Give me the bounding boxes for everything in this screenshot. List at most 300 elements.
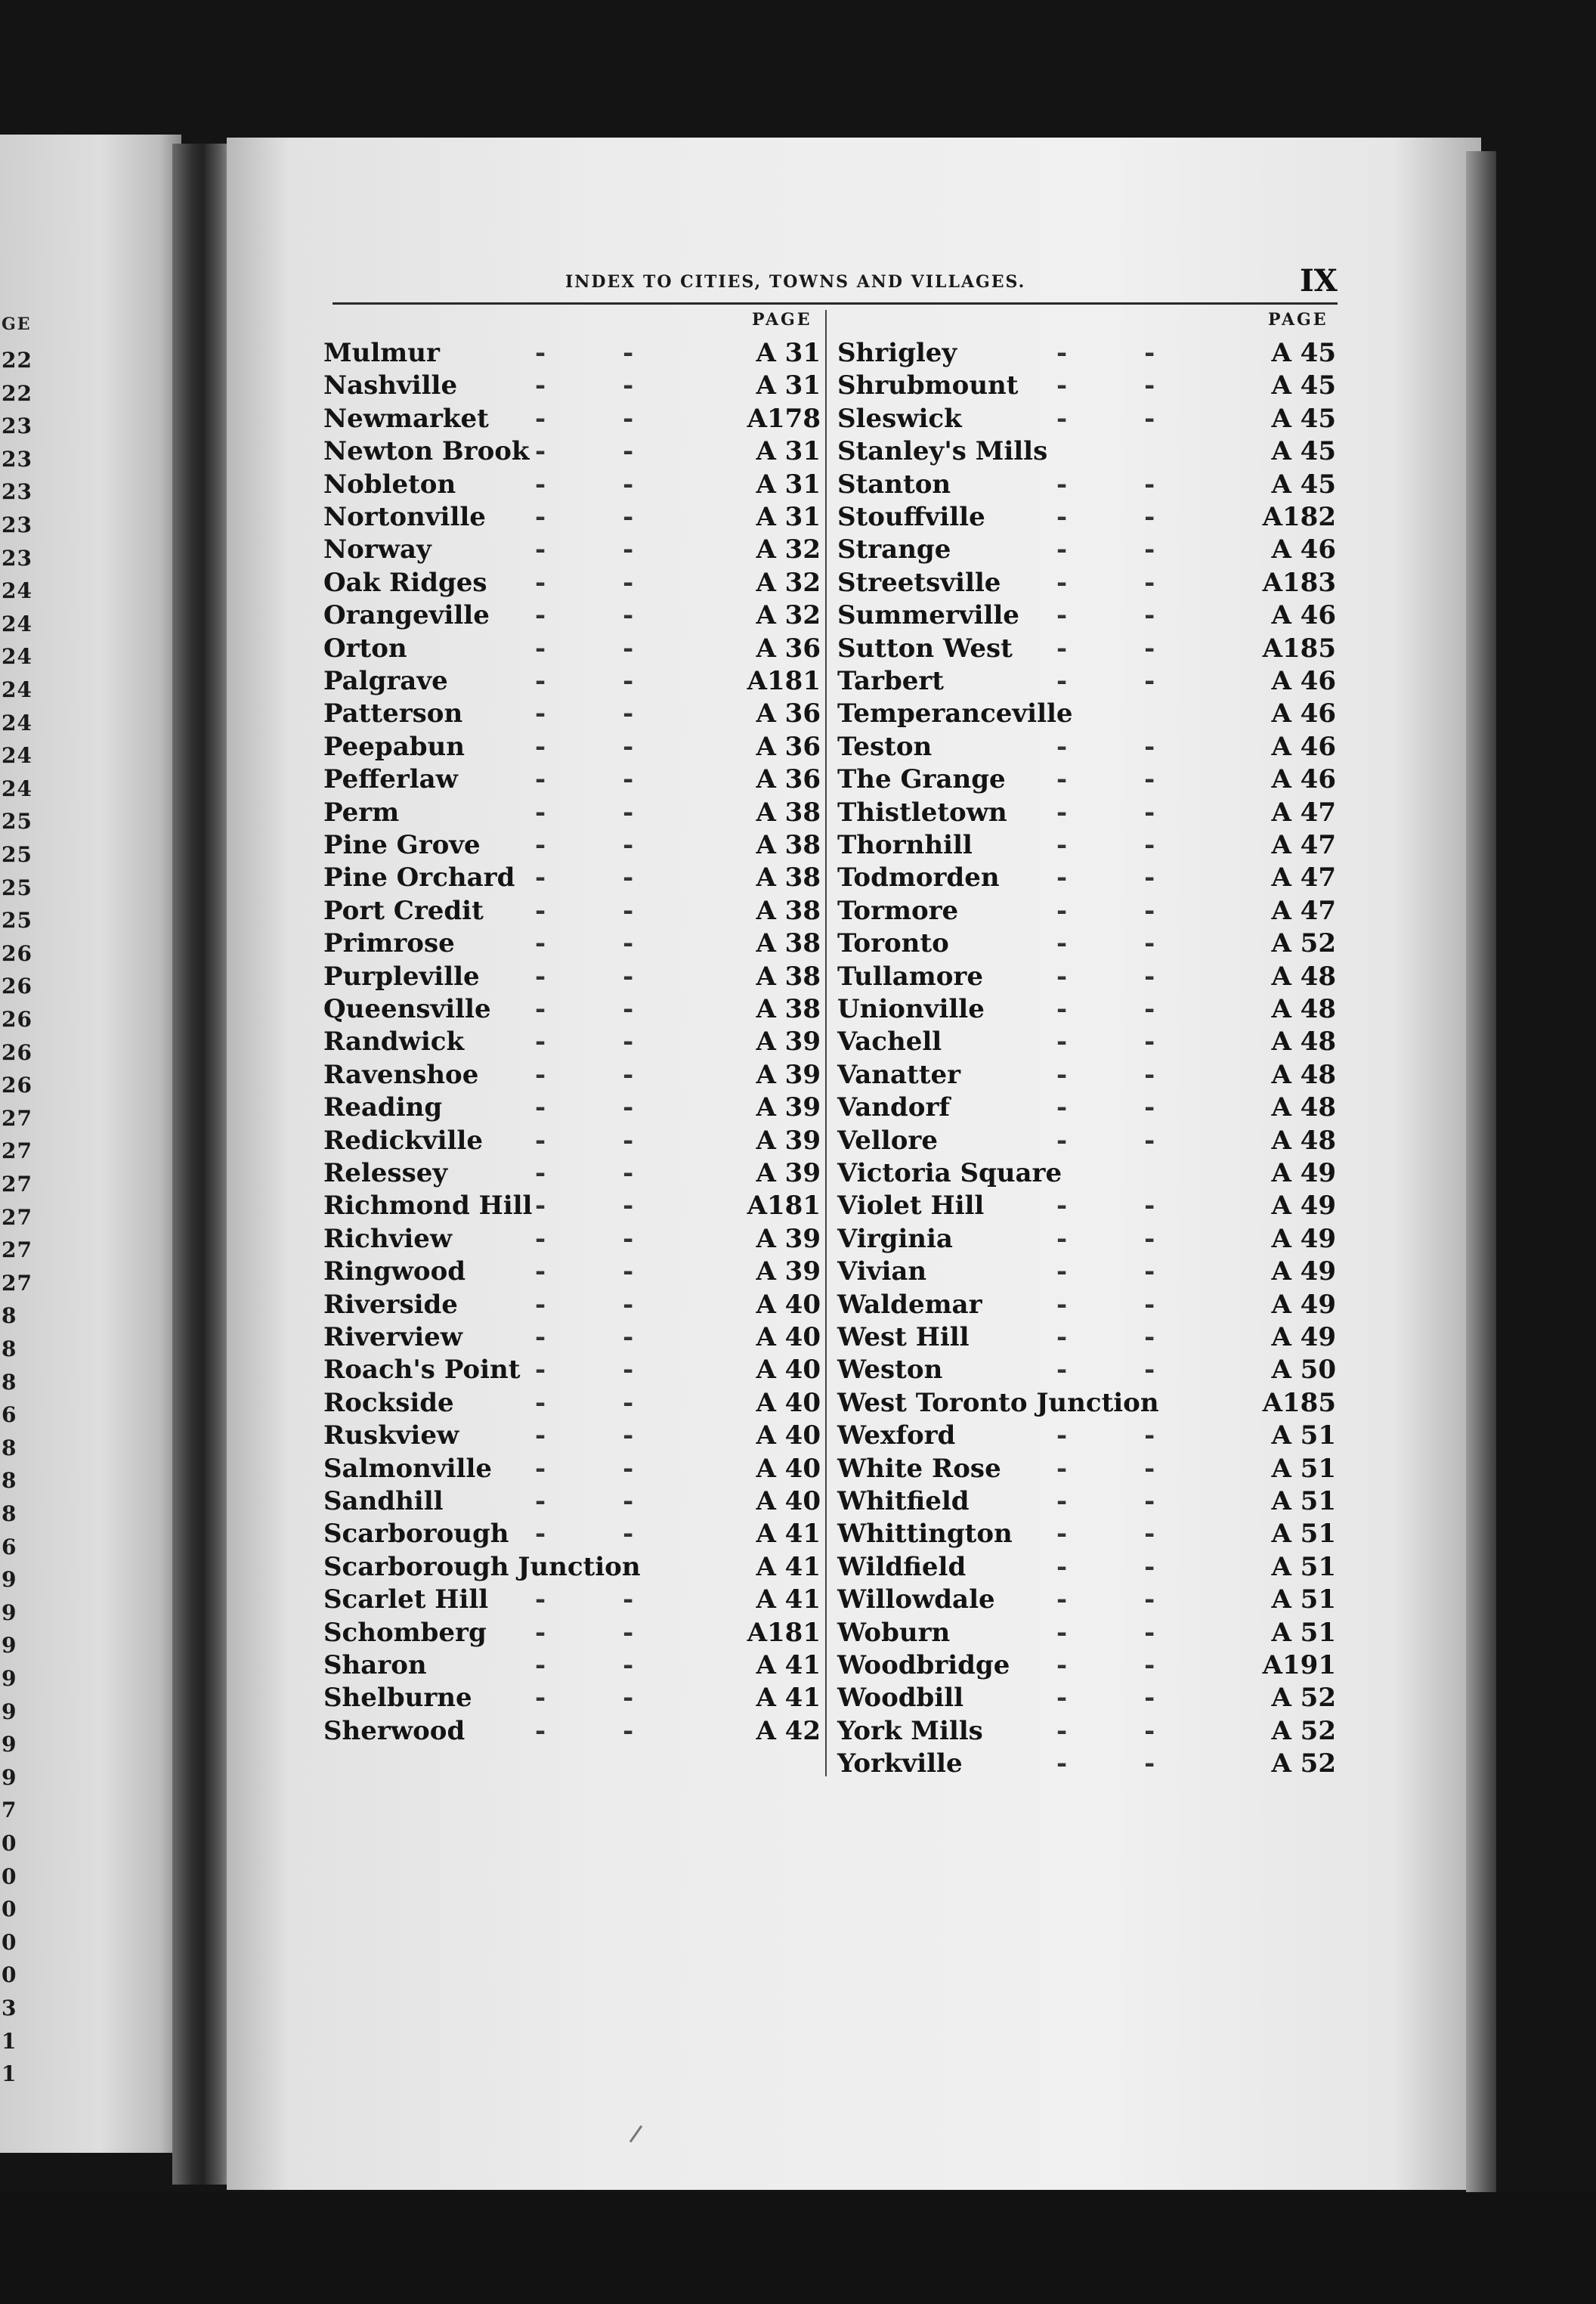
page-reference: A 32 <box>756 567 821 598</box>
page-reference: A 39 <box>756 1027 821 1058</box>
leader-dashes: - - <box>535 1125 634 1156</box>
index-entry <box>837 698 1344 729</box>
page-reference: A 49 <box>1271 1223 1336 1254</box>
leader-dashes: - - <box>535 1256 634 1287</box>
index-entry <box>323 1224 828 1254</box>
page-reference: A 39 <box>756 1059 821 1090</box>
place-name: Oak Ridges <box>323 567 487 598</box>
page-reference: A 45 <box>1271 370 1336 401</box>
left-page-number: 23 <box>2 545 32 571</box>
page-reference: A 45 <box>1271 436 1336 467</box>
page-reference: A 39 <box>756 1092 821 1123</box>
left-page-header: GE <box>2 314 32 334</box>
place-name: Thistletown <box>837 797 1007 828</box>
place-name: Richview <box>323 1223 453 1254</box>
leader-dashes: - - <box>1056 534 1155 565</box>
place-name: Tormore <box>837 895 959 926</box>
index-entry <box>323 1650 828 1680</box>
page-reference: A 31 <box>756 338 821 368</box>
place-name: Summerville <box>837 600 1019 631</box>
index-entry <box>323 862 828 893</box>
place-name: Vandorf <box>837 1092 950 1123</box>
place-name: Virginia <box>837 1223 953 1254</box>
index-entry <box>323 994 828 1024</box>
left-page-number: 23 <box>2 413 32 439</box>
leader-dashes: - - <box>1056 731 1155 762</box>
index-entry <box>323 1552 828 1582</box>
place-name: Weston <box>837 1355 943 1386</box>
leader-dashes: - - <box>1056 1027 1155 1058</box>
index-entry <box>837 1388 1344 1418</box>
index-entry <box>323 1355 828 1385</box>
index-entry <box>837 370 1344 401</box>
leader-dashes: - - <box>1056 1420 1155 1451</box>
leader-dashes: - - <box>1056 1322 1155 1352</box>
place-name: Roach's Point <box>323 1355 521 1386</box>
place-name: Toronto <box>837 928 949 959</box>
page-reference: A 38 <box>756 928 821 959</box>
leader-dashes: - - <box>535 1715 634 1746</box>
place-name: Ringwood <box>323 1256 466 1287</box>
place-name: Scarborough Junction <box>323 1551 641 1582</box>
place-name: Unionville <box>837 994 985 1024</box>
page-reference: A 48 <box>1271 961 1336 992</box>
page-reference: A 39 <box>756 1125 821 1156</box>
leader-dashes: - - <box>535 1486 634 1516</box>
page-reference: A 31 <box>756 370 821 401</box>
page-reference: A 38 <box>756 797 821 828</box>
index-entry <box>837 1584 1344 1615</box>
left-page-number: 24 <box>2 710 32 735</box>
leader-dashes: - - <box>1056 403 1155 434</box>
place-name: Orangeville <box>323 600 490 631</box>
page-reference: A 31 <box>756 469 821 500</box>
index-entry <box>837 896 1344 926</box>
index-entry <box>323 1618 828 1648</box>
place-name: Woburn <box>837 1617 951 1648</box>
leader-dashes: - - <box>535 961 634 992</box>
place-name: Scarborough <box>323 1519 509 1550</box>
index-entry <box>323 962 828 992</box>
leader-dashes: - - <box>1056 1748 1155 1779</box>
leader-dashes: - - <box>1056 1617 1155 1648</box>
page-reference: A 31 <box>756 436 821 467</box>
index-entry <box>837 1650 1344 1680</box>
page-reference: A 48 <box>1271 994 1336 1024</box>
leader-dashes: - - <box>535 994 634 1024</box>
left-page-number: 23 <box>2 446 32 472</box>
page-reference: A 47 <box>1271 797 1336 828</box>
page-reference: A178 <box>747 403 821 434</box>
leader-dashes: - - <box>1056 666 1155 696</box>
page-reference: A 51 <box>1271 1420 1336 1451</box>
leader-dashes: - - <box>1056 1223 1155 1254</box>
page-reference: A181 <box>747 1617 821 1648</box>
scan-border <box>0 2192 1596 2304</box>
index-entry <box>323 1256 828 1287</box>
index-entry <box>837 1355 1344 1385</box>
place-name: Pine Orchard <box>323 862 515 893</box>
left-page-number: 8 <box>2 1336 17 1361</box>
place-name: Mulmur <box>323 338 440 368</box>
left-page-number: 27 <box>2 1138 32 1164</box>
index-entry <box>323 1716 828 1746</box>
leader-dashes: - - <box>535 1453 634 1484</box>
page-reference: A 51 <box>1271 1617 1336 1648</box>
index-entry <box>837 732 1344 762</box>
place-name: Vivian <box>837 1256 927 1287</box>
leader-dashes: - - <box>535 797 634 828</box>
leader-dashes: - - <box>535 1191 634 1222</box>
left-page-number: 27 <box>2 1105 32 1131</box>
leader-dashes: - - <box>535 1059 634 1090</box>
place-name: Sandhill <box>323 1486 444 1516</box>
index-entry <box>323 666 828 696</box>
page-reference: A 46 <box>1271 764 1336 795</box>
place-name: Purpleville <box>323 961 480 992</box>
place-name: Nobleton <box>323 469 456 500</box>
page-reference: A 45 <box>1271 403 1336 434</box>
left-page-number: 27 <box>2 1172 32 1197</box>
place-name: Riverview <box>323 1322 463 1352</box>
index-entry <box>837 600 1344 630</box>
place-name: Schomberg <box>323 1617 487 1648</box>
place-name: Sutton West <box>837 633 1013 664</box>
leader-dashes: - - <box>535 370 634 401</box>
left-page-number: 6 <box>2 1534 17 1559</box>
place-name: Norway <box>323 534 431 565</box>
right-column-page-header: PAGE <box>1268 310 1328 330</box>
leader-dashes: - - <box>535 895 634 926</box>
index-entry <box>323 404 828 434</box>
index-entry <box>837 469 1344 500</box>
left-page-number: 27 <box>2 1237 32 1263</box>
index-entry <box>837 1748 1344 1779</box>
page-reference: A 52 <box>1271 1683 1336 1714</box>
leader-dashes: - - <box>1056 961 1155 992</box>
place-name: Sherwood <box>323 1715 466 1746</box>
place-name: Wexford <box>837 1420 956 1451</box>
place-name: Thornhill <box>837 830 973 860</box>
place-name: Stanton <box>837 469 951 500</box>
index-entry <box>323 896 828 926</box>
page-title: INDEX TO CITIES, TOWNS AND VILLAGES. <box>565 272 1026 292</box>
leader-dashes: - - <box>1056 600 1155 631</box>
page-reference: A 38 <box>756 961 821 992</box>
page-edge-shadow <box>1466 151 1496 2192</box>
index-entry <box>837 1618 1344 1648</box>
left-page-number: 0 <box>2 1929 17 1955</box>
index-entry <box>323 1092 828 1123</box>
leader-dashes: - - <box>1056 862 1155 893</box>
index-entry <box>323 1158 828 1188</box>
left-page-number: 25 <box>2 875 32 900</box>
left-page-number: 9 <box>2 1599 17 1625</box>
place-name: Todmorden <box>837 862 1000 893</box>
leader-dashes: - - <box>535 600 634 631</box>
left-page-number: 24 <box>2 743 32 769</box>
left-page-number: 24 <box>2 644 32 670</box>
page-reference: A 46 <box>1271 600 1336 631</box>
place-name: Yorkville <box>837 1748 963 1779</box>
leader-dashes: - - <box>535 862 634 893</box>
leader-dashes: - - <box>535 436 634 467</box>
place-name: Strange <box>837 534 951 565</box>
index-entry <box>837 568 1344 598</box>
left-page-number: 23 <box>2 479 32 505</box>
left-page-number: 22 <box>2 380 32 406</box>
leader-dashes: - - <box>535 764 634 795</box>
index-entry <box>837 962 1344 992</box>
leader-dashes: - - <box>1056 1650 1155 1680</box>
page-reference: A 46 <box>1271 698 1336 729</box>
left-page-number: 3 <box>2 1996 17 2021</box>
place-name: Ruskview <box>323 1420 459 1451</box>
left-page-number: 26 <box>2 1039 32 1065</box>
page-reference: A185 <box>1262 633 1336 664</box>
leader-dashes: - - <box>535 1289 634 1320</box>
place-name: Richmond Hill <box>323 1191 533 1222</box>
place-name: West Toronto Junction <box>837 1387 1159 1418</box>
page-reference: A 40 <box>756 1289 821 1320</box>
place-name: Shelburne <box>323 1683 472 1714</box>
page-reference: A 41 <box>756 1650 821 1680</box>
index-entry <box>323 600 828 630</box>
place-name: Nashville <box>323 370 458 401</box>
page-reference: A183 <box>1262 567 1336 598</box>
index-entry <box>837 534 1344 565</box>
left-page-number: 9 <box>2 1567 17 1593</box>
place-name: The Grange <box>837 764 1006 795</box>
left-page-number: 0 <box>2 1863 17 1889</box>
place-name: Tarbert <box>837 666 945 696</box>
page-reference: A 45 <box>1271 469 1336 500</box>
page-reference: A 41 <box>756 1551 821 1582</box>
page-reference: A 41 <box>756 1519 821 1550</box>
left-page-number: 7 <box>2 1798 17 1823</box>
left-page-number: 24 <box>2 611 32 636</box>
page-reference: A181 <box>747 666 821 696</box>
left-page-number: 26 <box>2 1007 32 1032</box>
page-reference: A 38 <box>756 994 821 1024</box>
page-reference: A 47 <box>1271 895 1336 926</box>
left-page-number: 24 <box>2 776 32 801</box>
index-entry <box>323 633 828 664</box>
leader-dashes: - - <box>1056 1519 1155 1550</box>
index-entry <box>837 338 1344 368</box>
left-page-number: 6 <box>2 1402 17 1428</box>
page-reference: A 45 <box>1271 338 1336 368</box>
index-entry <box>837 1454 1344 1484</box>
place-name: Whittington <box>837 1519 1013 1550</box>
index-entry <box>323 370 828 401</box>
page-reference: A 36 <box>756 731 821 762</box>
leader-dashes: - - <box>1056 370 1155 401</box>
page-reference: A 40 <box>756 1453 821 1484</box>
left-page-number: 25 <box>2 842 32 867</box>
left-page-number: 1 <box>2 2028 17 2054</box>
place-name: Vellore <box>837 1125 938 1156</box>
place-name: Reading <box>323 1092 443 1123</box>
place-name: Primrose <box>323 928 455 959</box>
index-entry <box>323 1584 828 1615</box>
leader-dashes: - - <box>1056 1551 1155 1582</box>
index-entry <box>323 928 828 958</box>
page-reference: A 48 <box>1271 1125 1336 1156</box>
left-page-number: 9 <box>2 1666 17 1691</box>
place-name: Temperanceville <box>837 698 1073 729</box>
page-reference: A 51 <box>1271 1551 1336 1582</box>
place-name: Port Credit <box>323 895 484 926</box>
place-name: Woodbridge <box>837 1650 1010 1680</box>
place-name: Tullamore <box>837 961 983 992</box>
index-entry <box>323 1027 828 1057</box>
leader-dashes: - - <box>1056 1486 1155 1516</box>
page-reference: A 49 <box>1271 1191 1336 1222</box>
left-page-number: 8 <box>2 1468 17 1494</box>
page-number: IX <box>1300 263 1338 299</box>
leader-dashes: - - <box>1056 567 1155 598</box>
index-entry <box>837 1092 1344 1123</box>
leader-dashes: - - <box>535 1683 634 1714</box>
leader-dashes: - - <box>1056 928 1155 959</box>
index-entry <box>323 534 828 565</box>
leader-dashes: - - <box>535 731 634 762</box>
index-entry <box>837 830 1344 860</box>
left-page-number: 22 <box>2 348 32 373</box>
page-reference: A 32 <box>756 534 821 565</box>
leader-dashes: - - <box>535 1650 634 1680</box>
page-reference: A 40 <box>756 1322 821 1352</box>
header-rule <box>332 302 1338 305</box>
index-entry <box>837 797 1344 828</box>
place-name: Redickville <box>323 1125 483 1156</box>
left-page-number: 9 <box>2 1732 17 1757</box>
left-page-number: 8 <box>2 1303 17 1329</box>
index-entry <box>837 1158 1344 1188</box>
index-entry <box>323 338 828 368</box>
index-entry <box>323 1290 828 1320</box>
place-name: Whitfield <box>837 1486 970 1516</box>
page-reference: A 46 <box>1271 534 1336 565</box>
index-entry <box>837 666 1344 696</box>
leader-dashes: - - <box>1056 633 1155 664</box>
page-reference: A 38 <box>756 830 821 860</box>
place-name: Queensville <box>323 994 491 1024</box>
place-name: West Hill <box>837 1322 970 1352</box>
page-reference: A191 <box>1262 1650 1336 1680</box>
page-reference: A 40 <box>756 1420 821 1451</box>
leader-dashes: - - <box>535 1092 634 1123</box>
index-entry <box>837 1420 1344 1451</box>
page-reference: A 36 <box>756 764 821 795</box>
left-page-number: 8 <box>2 1435 17 1460</box>
leader-dashes: - - <box>1056 1256 1155 1287</box>
index-entry <box>323 1388 828 1418</box>
index-entry <box>837 1486 1344 1516</box>
index-entry <box>837 1290 1344 1320</box>
place-name: Vachell <box>837 1027 942 1058</box>
left-page-number: 26 <box>2 940 32 966</box>
page-reference: A182 <box>1262 502 1336 532</box>
page-reference: A 47 <box>1271 862 1336 893</box>
index-entry <box>323 764 828 794</box>
page-reference: A 48 <box>1271 1027 1336 1058</box>
leader-dashes: - - <box>1056 994 1155 1024</box>
left-page-number: 26 <box>2 1073 32 1098</box>
index-entry <box>837 994 1344 1024</box>
index-entry <box>323 1060 828 1090</box>
index-entry <box>323 1420 828 1451</box>
place-name: Salmonville <box>323 1453 493 1484</box>
leader-dashes: - - <box>535 1420 634 1451</box>
index-entry <box>837 502 1344 532</box>
page-reference: A 52 <box>1271 928 1336 959</box>
index-entry <box>837 633 1344 664</box>
place-name: Pefferlaw <box>323 764 458 795</box>
leader-dashes: - - <box>1056 1059 1155 1090</box>
leader-dashes: - - <box>1056 830 1155 860</box>
page-reference: A 38 <box>756 862 821 893</box>
leader-dashes: - - <box>1056 1453 1155 1484</box>
left-page-number: 8 <box>2 1501 17 1526</box>
left-page-number: 0 <box>2 1897 17 1922</box>
left-page-number: 25 <box>2 809 32 835</box>
leader-dashes: - - <box>1056 1683 1155 1714</box>
place-name: Peepabun <box>323 731 465 762</box>
place-name: Wildfield <box>837 1551 967 1582</box>
page-reference: A 32 <box>756 600 821 631</box>
leader-dashes: - - <box>535 1158 634 1188</box>
index-entry <box>837 1060 1344 1090</box>
leader-dashes: - - <box>535 502 634 532</box>
page-reference: A 40 <box>756 1387 821 1418</box>
leader-dashes: - - <box>535 403 634 434</box>
page-reference: A 52 <box>1271 1715 1336 1746</box>
index-entry <box>323 568 828 598</box>
page-reference: A 39 <box>756 1256 821 1287</box>
leader-dashes: - - <box>535 1355 634 1386</box>
index-entry <box>837 1224 1344 1254</box>
left-page-number: 0 <box>2 1831 17 1856</box>
index-entry <box>837 436 1344 466</box>
page-reference: A 41 <box>756 1584 821 1615</box>
left-page-number: 1 <box>2 2061 17 2087</box>
index-entry <box>837 1322 1344 1352</box>
index-entry <box>837 404 1344 434</box>
index-entry <box>323 797 828 828</box>
page-reference: A 40 <box>756 1486 821 1516</box>
place-name: Rockside <box>323 1387 454 1418</box>
leader-dashes: - - <box>1056 797 1155 828</box>
left-page-number: 9 <box>2 1699 17 1724</box>
leader-dashes: - - <box>535 830 634 860</box>
place-name: White Rose <box>837 1453 1001 1484</box>
leader-dashes: - - <box>1056 469 1155 500</box>
index-entry <box>323 1486 828 1516</box>
page-reference: A 50 <box>1271 1355 1336 1386</box>
index-entry <box>837 1126 1344 1156</box>
index-entry <box>837 862 1344 893</box>
place-name: Pine Grove <box>323 830 481 860</box>
index-entry <box>837 764 1344 794</box>
place-name: Waldemar <box>837 1289 982 1320</box>
leader-dashes: - - <box>1056 1289 1155 1320</box>
leader-dashes: - - <box>535 1387 634 1418</box>
index-entry <box>837 1683 1344 1713</box>
place-name: Riverside <box>323 1289 458 1320</box>
place-name: Ravenshoe <box>323 1059 479 1090</box>
